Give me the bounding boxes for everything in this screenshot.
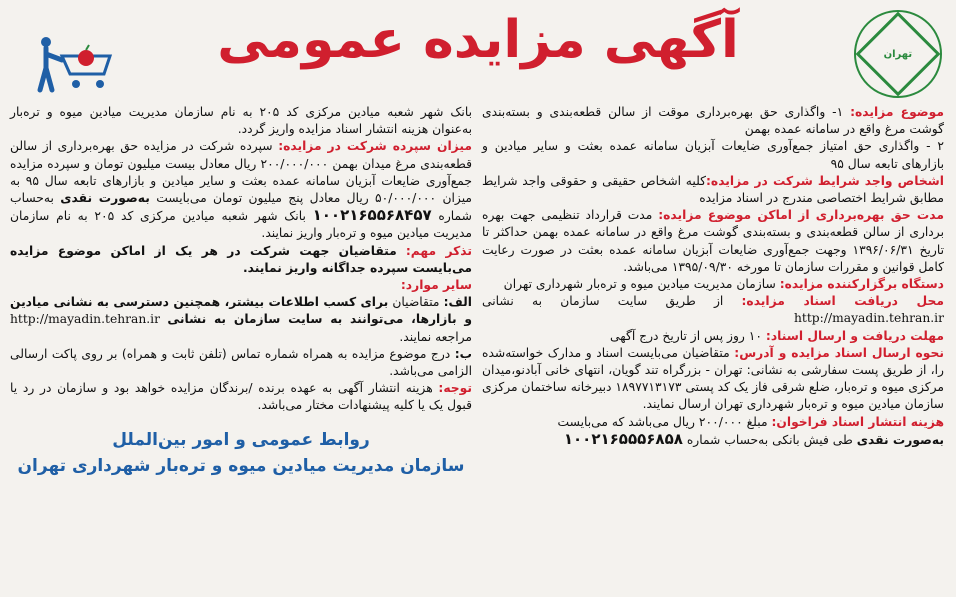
duration-heading: مدت حق بهره‌برداری از اماکن موضوع مزایده:: [658, 208, 945, 223]
duration-text: مدت قرارداد تنظیمی جهت بهره برداری از سالن قطعه‌بندی و بسته‌بندی گوشت مرغ واقع در سامانه عمده بهمن حداکثر تا تاریخ ۱۳۹۶/۰۶/۳۱ وجهت جمع‌آوری ضایعات آبزیان سامانه عمده بعثت در صورت رعایت کامل قوانین و مقررات سازمان تا مورخه ۱۳۹۵/۰۹/۳۰ می‌باشد.: [482, 208, 944, 274]
left-column: [10, 104, 472, 591]
municipality-logo: [854, 10, 942, 98]
deadline-heading: مهلت دریافت و ارسال اسناد:: [765, 328, 944, 343]
signature: [10, 427, 472, 479]
subject-text-2: ۲ - واگذاری حق امتیاز جمع‌آوری ضایعات آبزیان سامانه عمده بعثت و سایر میادین و بازارهای تابعه سال ۹۵: [482, 139, 944, 171]
attention-text: هزینه انتشار آگهی به عهده برنده /برندگان مزایده خواهد بود و سازمان در رد یا قبول یک یا کلیه پیشنهادات مختار می‌باشد.: [10, 381, 472, 413]
deposit-heading: میزان سپرده شرکت در مزایده:: [278, 139, 472, 154]
header: [6, 4, 950, 104]
logo-text: تهران: [883, 48, 913, 60]
fee-text-2: طی فیش بانکی به‌حساب شماره: [686, 432, 853, 447]
deposit-text-3: به‌حساب شماره: [10, 191, 472, 224]
deposit-text-2: می‌بایست: [156, 191, 207, 206]
right-column: [482, 104, 944, 591]
note-text: متقاضیان جهت شرکت در هر یک از اماکن موضوع مزایده می‌بایست سپرده جداگانه واریز نمایند.: [10, 243, 472, 275]
deposit-text: سپرده شرکت در مزایده حق بهره‌برداری از سالن قطعه‌بندی مرغ میدان بهمن ۲۰۰/۰۰۰/۰۰۰ ریال معادل بیست میلیون تومان و سپرده مزایده جمع‌آوری ضایعات آبزیان سامانه عمده بعثت و سایر میادین و بازارهای تابعه سال ۹۵ به میزان ۵۰/۰۰۰/۰۰۰ ریال معادل پنج میلیون تومان: [10, 139, 472, 206]
fee-heading: هزینه انتشار اسناد فراخوان:: [771, 414, 944, 429]
other-heading: سایر موارد:: [400, 278, 472, 293]
organizer-heading: دستگاه برگزارکننده مزایده:: [779, 277, 944, 292]
fee-bank-text: بانک شهر شعبه میادین مرکزی کد ۲۰۵ به نام سازمان مدیریت میادین میوه و تره‌بار به‌عنوان هزینه انتشار اسناد مزایده واریز گردد.: [10, 105, 472, 137]
documents-location-heading: محل دریافت اسناد مزایده:: [741, 294, 944, 309]
ad-columns: [10, 104, 944, 591]
fee-account-number: ۱۰۰۲۱۶۵۵۵۶۸۵۸: [563, 429, 683, 448]
fee-text: مبلغ ۲۰۰/۰۰۰ ریال می‌باشد که می‌بایست: [557, 414, 768, 429]
subject-text: ۱- واگذاری حق بهره‌برداری موقت از سالن قطعه‌بندی و بسته‌بندی گوشت مرغ واقع در سامانه عمده بهمن: [482, 105, 944, 137]
deposit-cash-text: به‌صورت نقدی: [60, 191, 150, 206]
item-b-text: درج موضوع مزایده به همراه شماره تماس (تلفن ثابت و همراه) بر روی پاکت ارسالی الزامی می‌باشد.: [10, 346, 472, 379]
item-a-bold: برای کسب اطلاعات بیشتر، همچنین دسترسی به نشانی میادین و بازارها، می‌توانند به سایت سازمان به نشانی: [10, 295, 472, 327]
item-a-text: متقاضیان: [392, 295, 440, 310]
website-link[interactable]: http://mayadin.tehran.ir: [794, 311, 944, 326]
fee-cash-text: به‌صورت نقدی: [856, 432, 944, 447]
item-b-label: ب:: [454, 346, 472, 361]
eligibility-heading: اشخاص واجد شرایط شرکت در مزایده:: [706, 173, 944, 188]
deadline-text: ۱۰ روز پس از تاریخ درج آگهی: [610, 328, 762, 343]
attention-heading: توجه:: [438, 381, 472, 396]
item-a-label: الف:: [443, 295, 472, 310]
signature-line-2: سازمان مدیریت میادین میوه و تره‌بار شهرداری تهران: [17, 455, 465, 476]
subject-heading: موضوع مزایده:: [850, 105, 944, 119]
submission-heading: نحوه ارسال اسناد مزایده و آدرس:: [734, 345, 944, 360]
page-title: آگهی مزایده عمومی: [217, 10, 739, 70]
signature-line-1: روابط عمومی و امور بین‌الملل: [112, 429, 370, 450]
deposit-text-4: بانک شهر شعبه میادین مرکزی کد ۲۰۵ به نام سازمان مدیریت میادین میوه و تره‌بار واریز نمایند.: [10, 209, 472, 241]
documents-location-text: از طریق سایت سازمان به نشانی: [482, 294, 724, 309]
organizer-text: سازمان مدیریت میادین میوه و تره‌بار شهرداری تهران: [503, 277, 776, 292]
website-link-2[interactable]: http://mayadin.tehran.ir: [10, 312, 160, 327]
eligibility-text: کلیه اشخاص حقیقی و حقوقی واجد شرایط مطابق شرایط اختصاصی مندرج در اسناد مزایده: [482, 173, 944, 206]
item-a-end: مراجعه نمایند.: [399, 329, 472, 344]
logo-emblem-icon: [856, 12, 941, 97]
note-heading: تذکر مهم:: [405, 243, 472, 258]
submission-text: متقاضیان می‌بایست اسناد و مدارک خواسته‌شده را، از طریق پست سفارشی به نشانی: تهران - بزرگراه تند گویان، انتهای خانی آبادنو،میدان مرکزی میوه و تره‌بار، ضلع شرقی فاز یک کد پستی ۱۸۹۷۷۱۳۱۷۳ دبیرخانه ساختمان مرکزی سازمان میادین میوه و تره‌بار شهرداری تهران ارسال نمایند.: [482, 345, 944, 412]
shopping-cart-icon: [34, 34, 114, 94]
deposit-account-number: ۱۰۰۲۱۶۵۵۶۸۴۵۷: [312, 206, 432, 225]
